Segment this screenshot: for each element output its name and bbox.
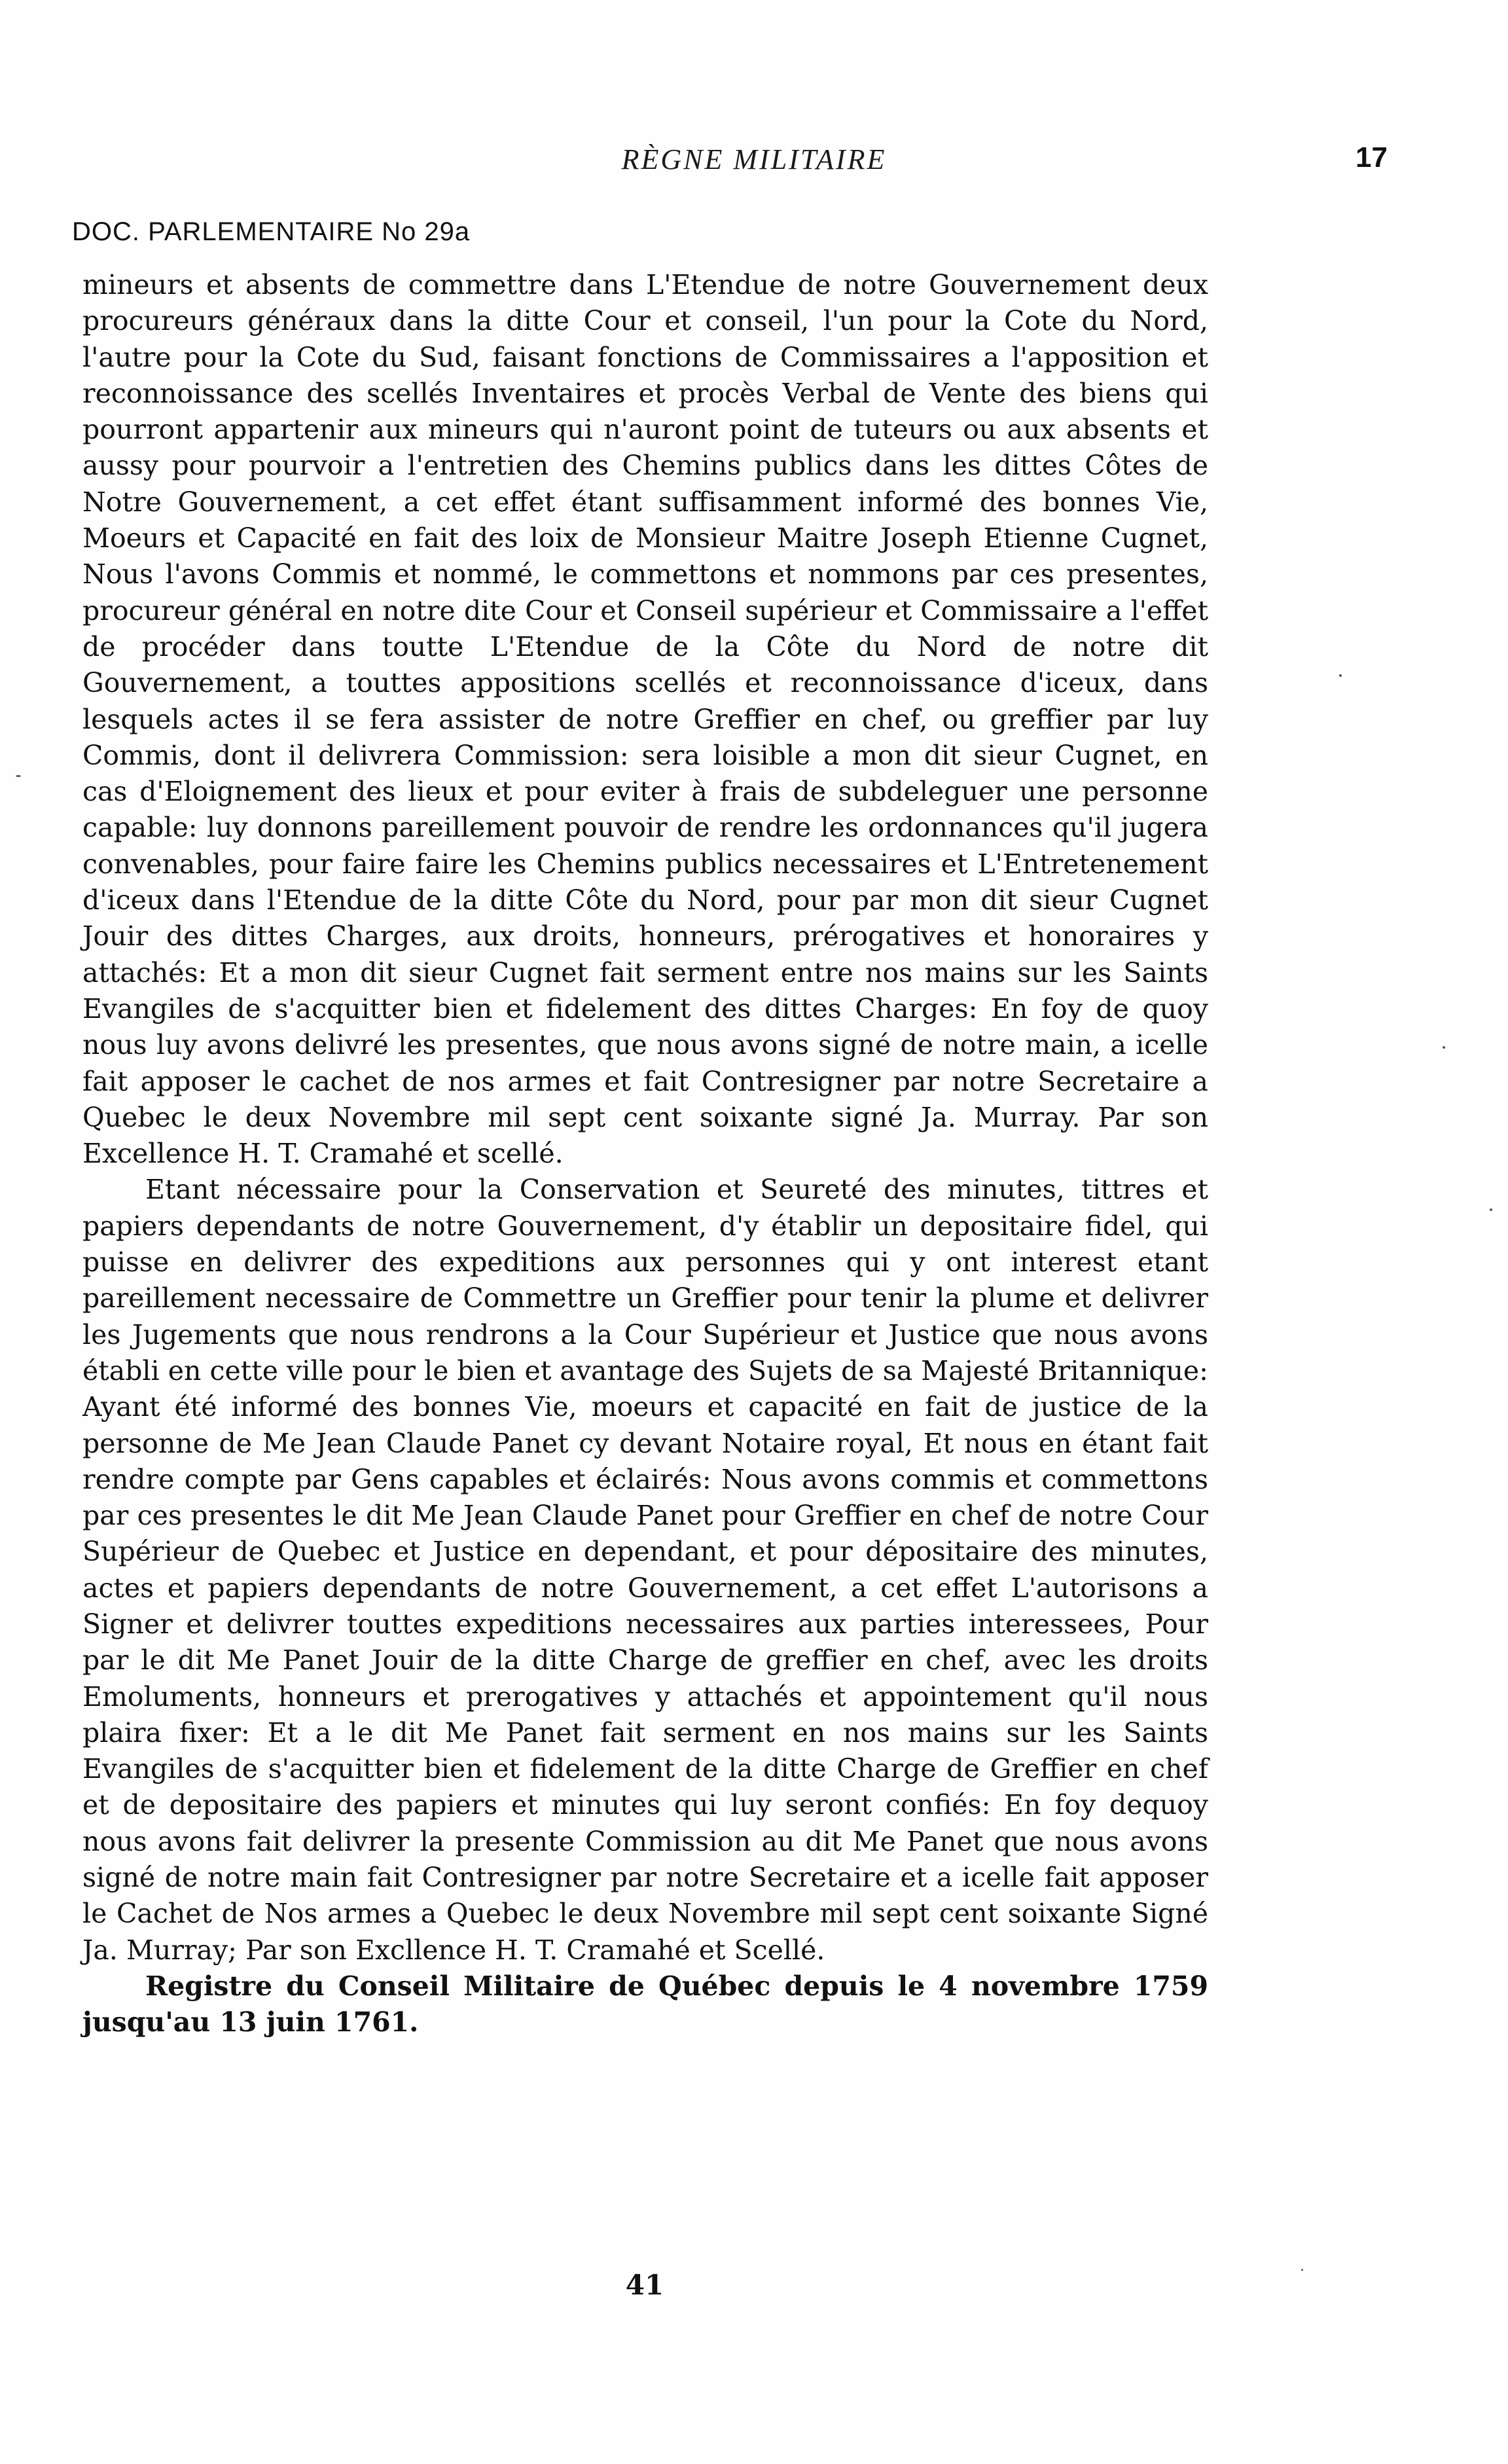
scan-speck	[1443, 1046, 1445, 1049]
paragraph-greffier-commission: Etant nécessaire pour la Conservation et Seureté des minutes, tittres et papiers dependants de notre Gouvernement, d'y établir un depositaire fidel, qui puisse en delivrer des expeditions aux personnes qui y ont interest etant pareillement necessaire de Commettre un Greffier pour tenir la plume et delivrer les Jugements que nous rendrons a la Cour Supérieur et Justice que nous avons établi en cette ville pour le bien et avantage des Sujets de sa Majesté Britannique: Ayant été informé des bonnes Vie, moeurs et capacité en fait de justice de la personne de Me Jean Claude Panet cy devant Notaire royal, Et nous en étant fait rendre compte par Gens capables et éclairés: Nous avons commis et commettons par ces presentes le dit Me Jean Claude Panet pour Greffier en chef de notre Cour Supérieur de Quebec et Justice en dependant, et pour dépositaire des minutes, actes et papiers dependants de notre Gouvernement, a cet effet L'autorisons a Signer et delivrer touttes expeditions necessaires aux parties interessees, Pour par le dit Me Panet Jouir de la ditte Charge de greffier en chef, avec les droits Emoluments, honneurs et prerogatives y attachés et appointement qu'il nous plaira fixer: Et a le dit Me Panet fait serment en nos mains sur les Saints Evangiles de s'acquitter bien et fidelement de la ditte Charge de Greffier en chef et de depositaire des papiers et minutes qui luy seront confiés: En foy dequoy nous avons fait delivrer la presente Commission au dit Me Panet que nous avons signé de notre main fait Contresigner par notre Secretaire et a icelle fait apposer le Cachet de Nos armes a Quebec le deux Novembre mil sept cent soixante Signé Ja. Murray; Par son Excllence H. T. Cramahé et Scellé.	[82, 1174, 1208, 1966]
running-title: RÈGNE MILITAIRE	[621, 143, 887, 175]
scan-speck	[1301, 2269, 1303, 2271]
paragraph-source-note: Registre du Conseil Militaire de Québec depuis le 4 novembre 1759 jusqu'au 13 juin 1761.	[82, 1970, 1208, 2038]
document-reference: DOC. PARLEMENTAIRE No 29a	[72, 217, 471, 246]
scan-speck	[1339, 674, 1342, 677]
footer-number: 41	[625, 2269, 664, 2301]
body-text	[82, 267, 1208, 2041]
page-number: 17	[1355, 141, 1388, 173]
paragraph-continuation: mineurs et absents de commettre dans L'Etendue de notre Gouvernement deux procureurs généraux dans la ditte Cour et conseil, l'un pour la Cote du Nord, l'autre pour la Cote du Sud, faisant fonctions de Commissaires a l'apposition et reconnoissance des scellés Inventaires et procès Verbal de Vente des biens qui pourront appartenir aux mineurs qui n'auront point de tuteurs ou aux absents et aussy pour pourvoir a l'entretien des Chemins publics dans les dittes Côtes de Notre Gouvernement, a cet effet étant suffisamment informé des bonnes Vie, Moeurs et Capacité en fait des loix de Monsieur Maitre Joseph Etienne Cugnet, Nous l'avons Commis et nommé, le commettons et nommons par ces presentes, procureur général en notre dite Cour et Conseil supérieur et Commissaire a l'effet de procéder dans toutte L'Etendue de la Côte du Nord de notre dit Gouvernement, a touttes appositions scellés et reconnoissance d'iceux, dans lesquels actes il se fera assister de notre Greffier en chef, ou greffier par luy Commis, dont il delivrera Commission: sera loisible a mon dit sieur Cugnet, en cas d'Eloignement des lieux et pour eviter à frais de subdeleguer une personne capable: luy donnons pareillement pouvoir de rendre les ordonnances qu'il jugera convenables, pour faire faire les Chemins publics necessaires et L'Entretenement d'iceux dans l'Etendue de la ditte Côte du Nord, pour par mon dit sieur Cugnet Jouir des dittes Charges, aux droits, honneurs, prérogatives et honoraires y attachés: Et a mon dit sieur Cugnet fait serment entre nos mains sur les Saints Evangiles de s'acquitter bien et fidelement des dittes Charges: En foy de quoy nous luy avons delivré les presentes, que nous avons signé de notre main, a icelle fait apposer le cachet de nos armes et fait Contresigner par notre Secretaire a Quebec le deux Novembre mil sept cent soixante signé Ja. Murray. Par son Excellence H. T. Cramahé et scellé.	[82, 269, 1208, 1170]
scan-speck	[16, 775, 21, 777]
scan-speck	[1490, 1208, 1492, 1211]
